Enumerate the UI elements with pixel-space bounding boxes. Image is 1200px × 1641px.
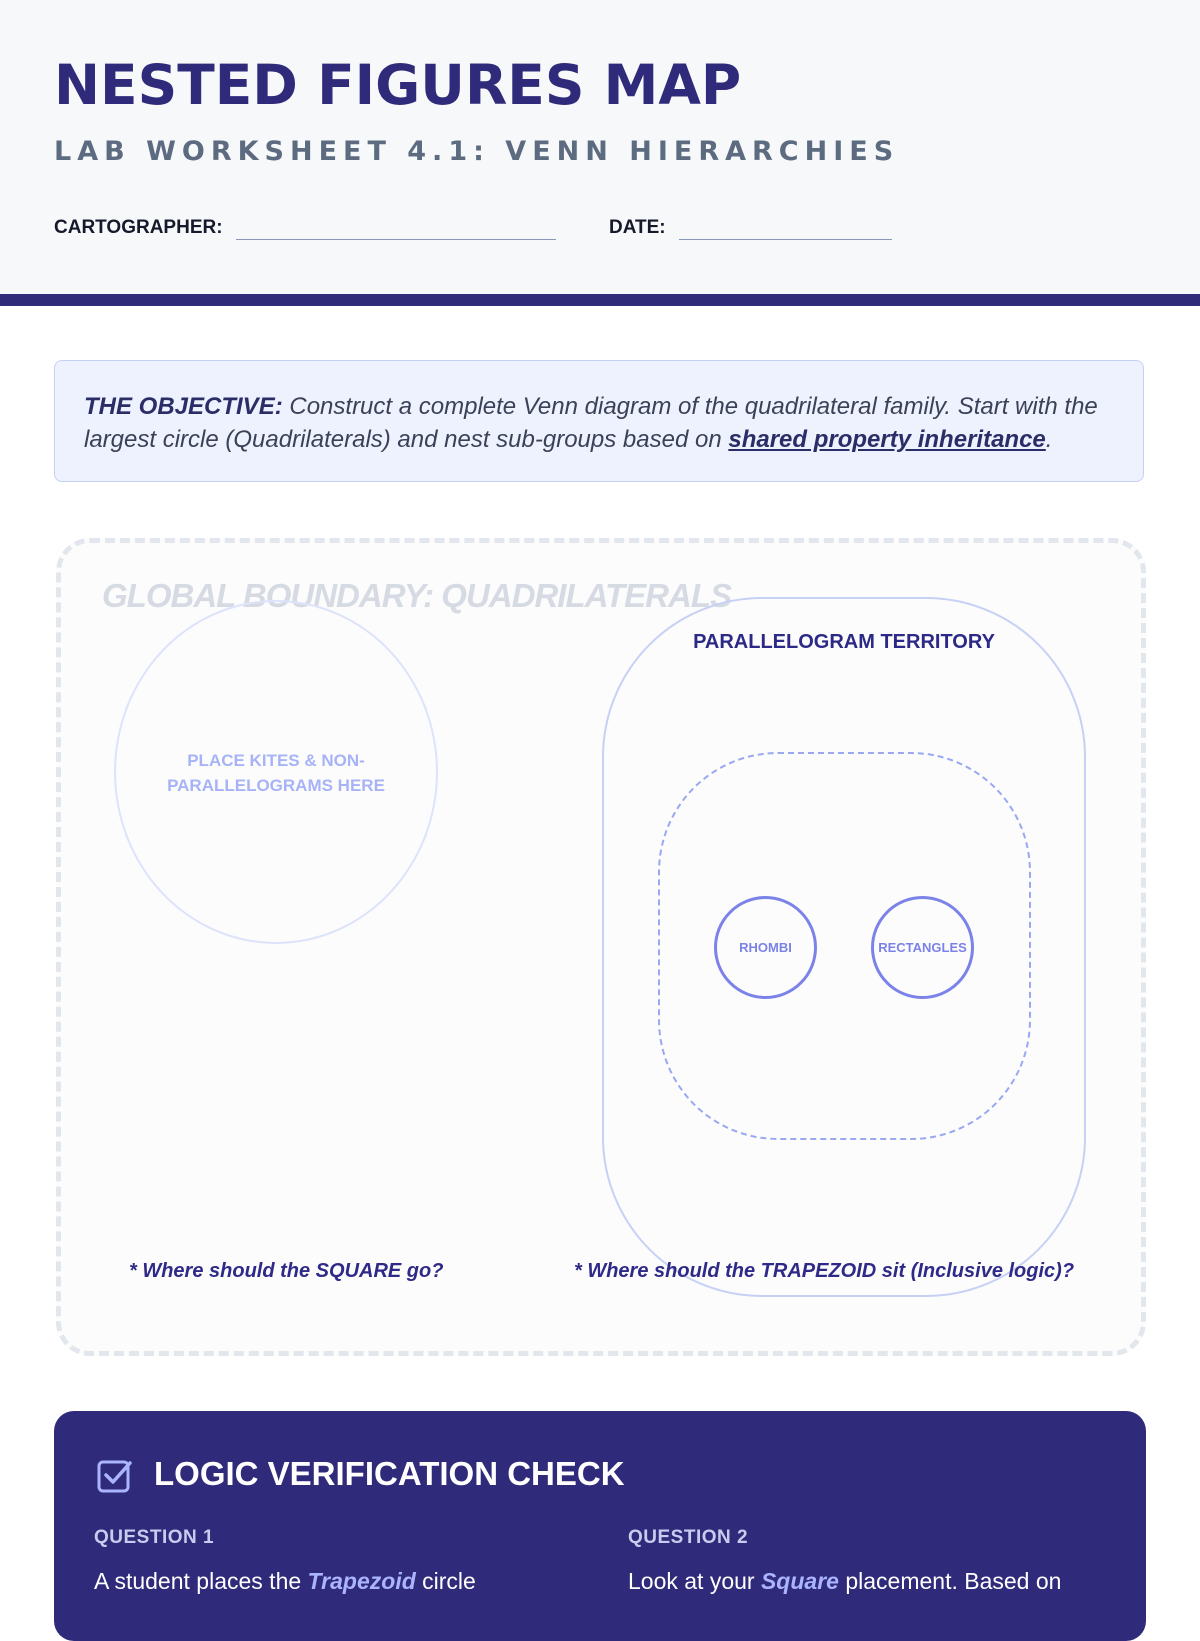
cartographer-label: CARTOGRAPHER: (54, 217, 223, 238)
question-2-before: Look at your (628, 1568, 761, 1594)
objective-box (54, 360, 1144, 482)
page-title: NESTED FIGURES MAP (54, 53, 742, 117)
question-1-highlight: Trapezoid (307, 1568, 416, 1594)
date-field[interactable] (679, 239, 892, 240)
logic-verification-panel (54, 1411, 1146, 1641)
objective-emphasis: shared property inheritance (728, 426, 1046, 453)
rhombi-circle (714, 896, 817, 999)
question-1-before: A student places the (94, 1568, 308, 1594)
rectangles-label: RECTANGLES (878, 940, 967, 955)
worksheet-header (0, 0, 1200, 306)
question-2-text (628, 1565, 1098, 1597)
rectangles-circle (871, 896, 974, 999)
parallelogram-label: PARALLELOGRAM TERRITORY (693, 631, 995, 653)
objective-end: . (1045, 426, 1053, 453)
cartographer-field[interactable] (236, 239, 556, 240)
page-subtitle: LAB WORKSHEET 4.1: VENN HIERARCHIES (54, 136, 900, 167)
question-2-after: placement. Based on (838, 1568, 1062, 1594)
question-1-text (94, 1565, 564, 1597)
question-1-label: QUESTION 1 (94, 1527, 215, 1548)
objective-lead: THE OBJECTIVE: (84, 393, 283, 420)
question-2-label: QUESTION 2 (628, 1527, 749, 1548)
non-parallelogram-placeholder: PLACE KITES & NON-PARALLELOGRAMS HERE (167, 751, 385, 795)
date-label: DATE: (609, 217, 666, 238)
trapezoid-prompt: * Where should the TRAPEZOID sit (Inclusive logic)? (574, 1260, 1075, 1282)
question-1-after: circle (415, 1568, 476, 1594)
rhombi-label: RHOMBI (739, 940, 792, 955)
objective-text: Construct a complete Venn diagram of the quadrilateral family. Start with the largest circle (Quadrilaterals) and nest sub-groups based on (84, 393, 1098, 453)
checkbox-icon (96, 1457, 134, 1495)
question-2-highlight: Square (760, 1568, 839, 1594)
square-prompt: * Where should the SQUARE go? (129, 1260, 444, 1282)
verification-title: LOGIC VERIFICATION CHECK (154, 1455, 625, 1492)
boundary-label: GLOBAL BOUNDARY: QUADRILATERALS (102, 577, 731, 614)
